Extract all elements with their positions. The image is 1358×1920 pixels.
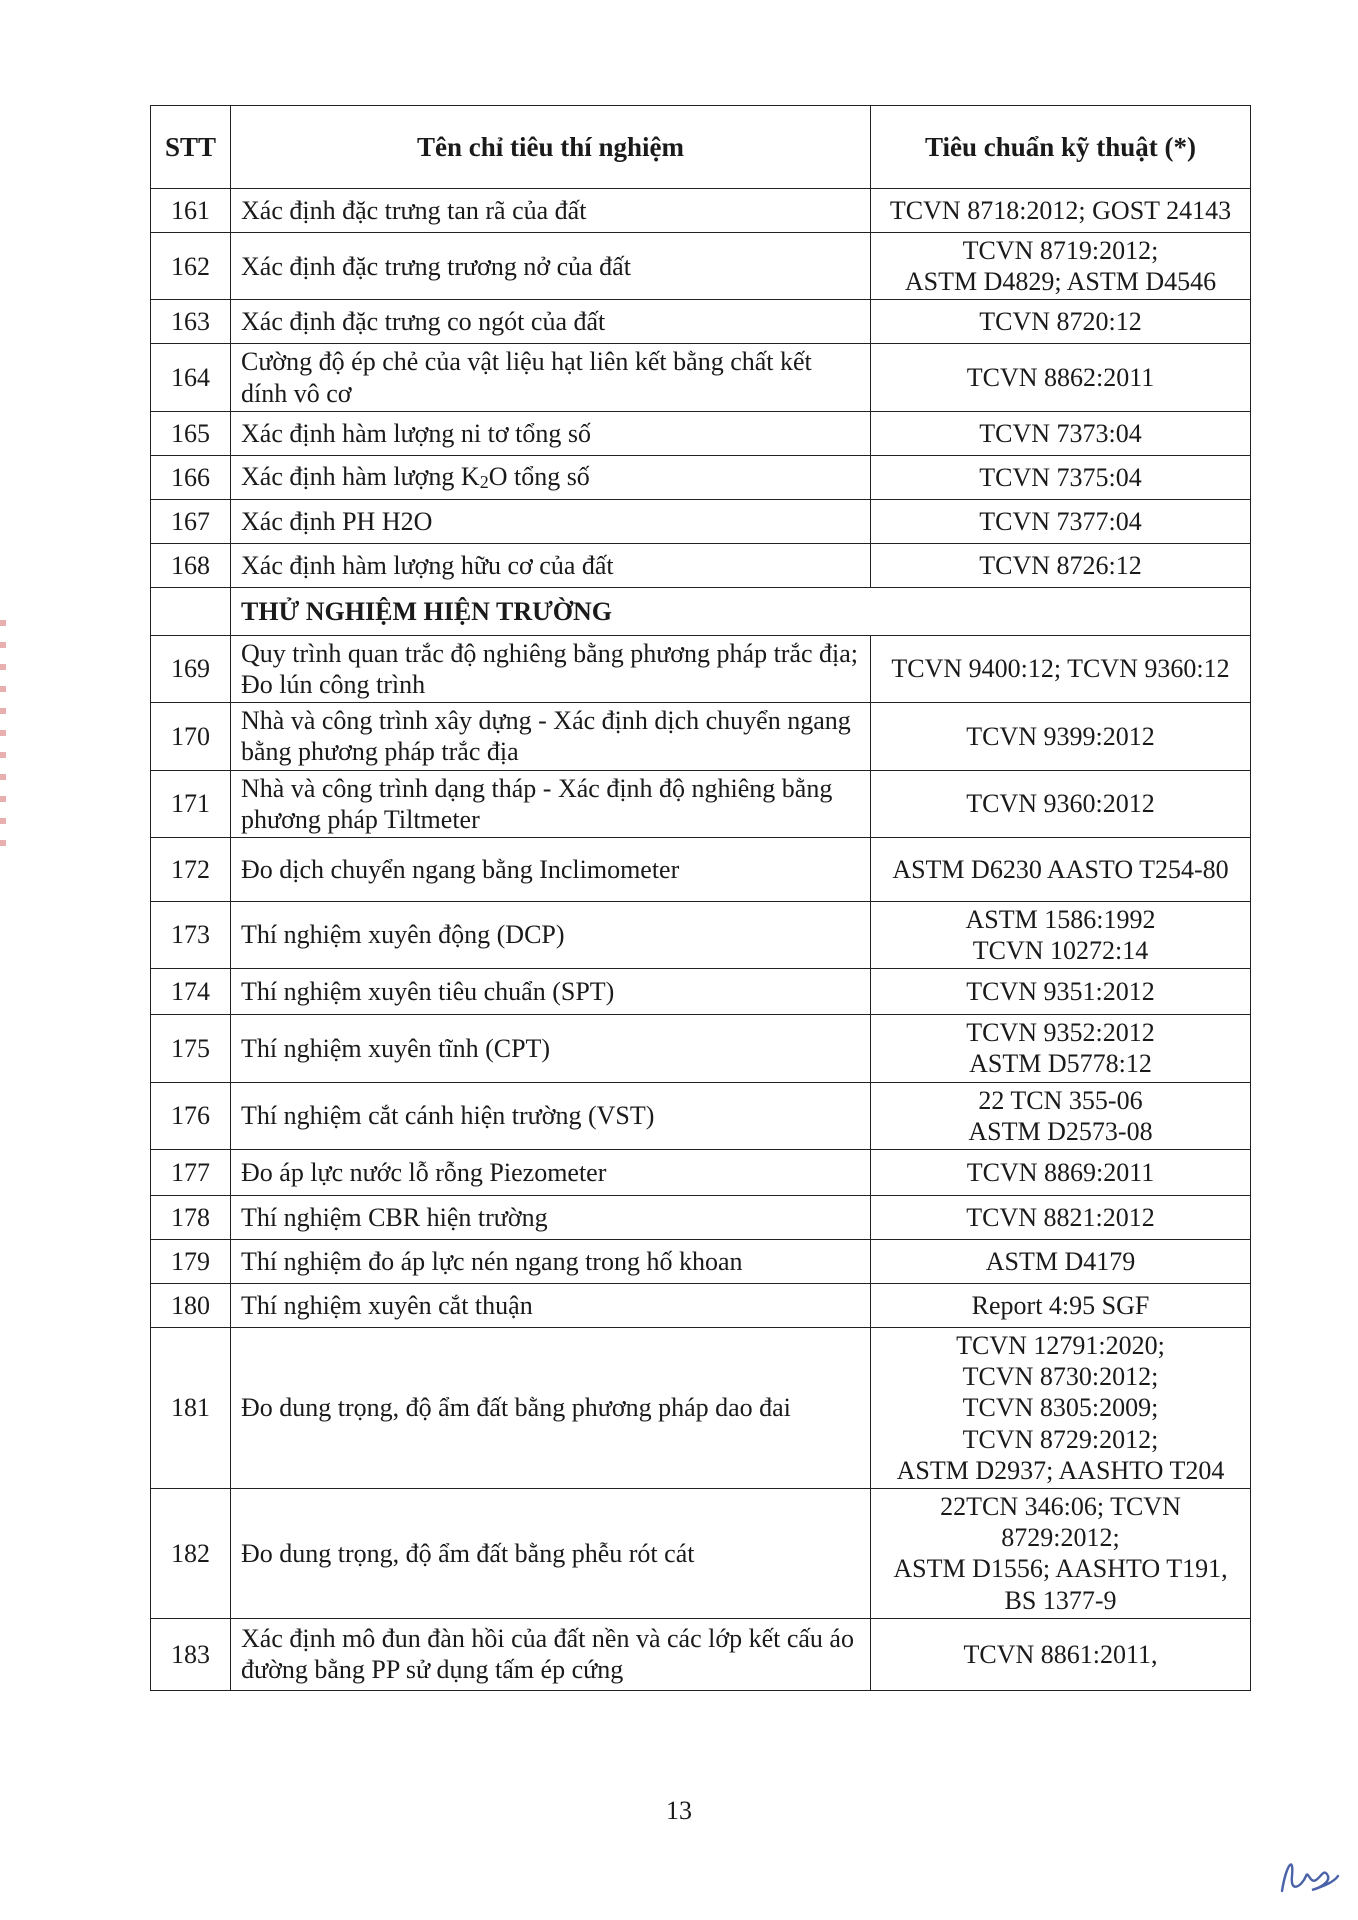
row-stt: 162 [151,233,231,300]
row-standard [871,1082,1251,1149]
row-test-name: Đo dung trọng, độ ẩm đất bằng phương pháp dao đai [231,1328,871,1489]
table-header-row [151,106,1251,189]
row-test-name-part: Xác định hàm lượng K [241,461,480,491]
standards-table [150,105,1251,1691]
row-standard [871,1328,1251,1489]
row-test-name [231,455,871,499]
signature-mark [1272,1846,1342,1902]
row-stt: 164 [151,344,231,411]
header-stt: STT [151,106,231,189]
row-test-name: Xác định hàm lượng ni tơ tổng số [231,411,871,455]
section-row [151,587,1251,635]
table-row [151,969,1251,1015]
standard-line: TCVN 8305:2009; [962,1393,1159,1423]
row-test-name: Nhà và công trình dạng tháp - Xác định độ nghiêng bằng phương pháp Tiltmeter [231,770,871,837]
header-test-name: Tên chỉ tiêu thí nghiệm [231,106,871,189]
margin-stamp-mark [0,620,6,860]
standard-line: ASTM D6230 AASTO T254-80 [892,854,1229,884]
standard-line: ASTM D4179 [985,1246,1136,1276]
table-row [151,1618,1251,1690]
row-test-name: Đo áp lực nước lỗ rỗng Piezometer [231,1150,871,1196]
row-stt: 165 [151,411,231,455]
row-stt: 166 [151,455,231,499]
row-stt: 178 [151,1196,231,1240]
header-standard: Tiêu chuẩn kỹ thuật (*) [871,106,1251,189]
row-standard [871,233,1251,300]
standard-line: TCVN 9352:2012 [966,1018,1155,1048]
table-row [151,543,1251,587]
row-standard [871,543,1251,587]
standard-line: ASTM D4829; ASTM D4546 [904,267,1217,297]
standard-line: TCVN 12791:2020; [956,1331,1165,1360]
row-test-name: Đo dung trọng, độ ẩm đất bằng phễu rót cát [231,1488,871,1618]
row-standard [871,770,1251,837]
row-stt: 174 [151,969,231,1015]
row-stt: 180 [151,1284,231,1328]
row-test-name: Xác định đặc trưng tan rã của đất [231,189,871,233]
standard-line: Report 4:95 SGF [971,1290,1150,1320]
standard-line: ASTM D2937; AASHTO T204 [896,1455,1225,1485]
table-row [151,233,1251,300]
row-stt: 176 [151,1082,231,1149]
row-stt: 168 [151,543,231,587]
row-test-name: Thí nghiệm cắt cánh hiện trường (VST) [231,1082,871,1149]
row-test-name: Quy trình quan trắc độ nghiêng bằng phương pháp trắc địa; Đo lún công trình [231,635,871,702]
row-test-name: Đo dịch chuyển ngang bằng Inclimometer [231,837,871,901]
table-row [151,455,1251,499]
row-standard [871,969,1251,1015]
row-standard [871,1015,1251,1082]
table-row [151,1488,1251,1618]
table-body [151,189,1251,1691]
standard-line: TCVN 9360:2012 [966,789,1155,819]
standard-line: TCVN 8861:2011, [963,1639,1158,1669]
row-standard [871,635,1251,702]
row-stt: 172 [151,837,231,901]
row-standard [871,411,1251,455]
standard-line: TCVN 10272:14 [972,936,1149,966]
row-test-name: Thí nghiệm xuyên cắt thuận [231,1284,871,1328]
row-standard [871,499,1251,543]
row-test-name: Xác định đặc trưng co ngót của đất [231,300,871,344]
table-row [151,344,1251,411]
table-row [151,1284,1251,1328]
row-test-name: Thí nghiệm xuyên tĩnh (CPT) [231,1015,871,1082]
row-stt: 183 [151,1618,231,1690]
standard-line: TCVN 9351:2012 [966,977,1155,1007]
table-row [151,1328,1251,1489]
row-stt: 170 [151,703,231,770]
standard-line: TCVN 8726:12 [979,550,1142,580]
row-standard [871,455,1251,499]
standard-line: TCVN 8719:2012; [962,236,1159,265]
standard-line: 8729:2012; [1001,1523,1120,1553]
section-title: THỬ NGHIỆM HIỆN TRƯỜNG [231,587,1251,635]
table-row [151,411,1251,455]
row-stt: 179 [151,1240,231,1284]
table-row [151,1196,1251,1240]
table-row [151,189,1251,233]
row-stt: 181 [151,1328,231,1489]
standard-line: ASTM 1586:1992 [965,904,1156,934]
row-stt: 161 [151,189,231,233]
standard-line: TCVN 8730:2012; [962,1362,1159,1392]
standard-line: TCVN 8869:2011 [966,1157,1155,1187]
row-test-name: Thí nghiệm CBR hiện trường [231,1196,871,1240]
standard-line: TCVN 8718:2012; GOST 24143 [889,195,1232,225]
standard-line: ASTM D2573-08 [968,1116,1153,1146]
standard-line: TCVN 9400:12; TCVN 9360:12 [891,654,1230,684]
row-test-name-subscript: 2 [479,471,489,492]
row-standard [871,1240,1251,1284]
table-row [151,901,1251,968]
standard-line: 22TCN 346:06; TCVN [940,1491,1181,1521]
row-standard [871,837,1251,901]
row-stt: 169 [151,635,231,702]
standard-line: TCVN 8729:2012; [962,1424,1159,1454]
row-stt: 167 [151,499,231,543]
row-stt: 177 [151,1150,231,1196]
table-row [151,635,1251,702]
row-test-name: Xác định đặc trưng trương nở của đất [231,233,871,300]
row-test-name: Thí nghiệm đo áp lực nén ngang trong hố khoan [231,1240,871,1284]
standard-line: TCVN 7373:04 [979,418,1142,448]
standard-line: TCVN 7375:04 [979,462,1142,492]
row-standard [871,189,1251,233]
row-standard [871,1284,1251,1328]
row-test-name: Cường độ ép chẻ của vật liệu hạt liên kết bằng chất kết dính vô cơ [231,344,871,411]
row-stt: 173 [151,901,231,968]
row-test-name: Xác định PH H2O [231,499,871,543]
standard-line: TCVN 9399:2012 [966,721,1155,751]
row-standard [871,1618,1251,1690]
row-stt: 182 [151,1488,231,1618]
row-standard [871,703,1251,770]
row-test-name: Nhà và công trình xây dựng - Xác định dịch chuyển ngang bằng phương pháp trắc địa [231,703,871,770]
table-row [151,1240,1251,1284]
row-stt: 163 [151,300,231,344]
row-standard [871,1488,1251,1618]
row-test-name: Xác định hàm lượng hữu cơ của đất [231,543,871,587]
standard-line: ASTM D5778:12 [969,1049,1152,1079]
row-test-name-part: O tổng số [488,461,590,491]
row-test-name: Thí nghiệm xuyên động (DCP) [231,901,871,968]
row-test-name: Thí nghiệm xuyên tiêu chuẩn (SPT) [231,969,871,1015]
section-stt-cell [151,587,231,635]
page-number: 13 [666,1796,692,1825]
standard-line: 22 TCN 355-06 [978,1085,1143,1115]
row-test-name: Xác định mô đun đàn hồi của đất nền và các lớp kết cấu áo đường bằng PP sử dụng tấm ép cứng [231,1618,871,1690]
row-stt: 175 [151,1015,231,1082]
table-row [151,499,1251,543]
table-row [151,837,1251,901]
standard-line: ASTM D1556; AASHTO T191, [893,1554,1228,1584]
standard-line: TCVN 8821:2012 [966,1202,1155,1232]
row-standard [871,344,1251,411]
standard-line: TCVN 8862:2011 [966,362,1155,392]
standard-line: BS 1377-9 [1004,1585,1117,1615]
row-stt: 171 [151,770,231,837]
standard-line: TCVN 7377:04 [979,506,1142,536]
row-standard [871,1150,1251,1196]
table-row [151,300,1251,344]
table-row [151,1015,1251,1082]
table-row [151,1082,1251,1149]
table-row [151,703,1251,770]
table-row [151,770,1251,837]
row-standard [871,300,1251,344]
row-standard [871,1196,1251,1240]
row-standard [871,901,1251,968]
standard-line: TCVN 8720:12 [979,307,1142,337]
table-row [151,1150,1251,1196]
